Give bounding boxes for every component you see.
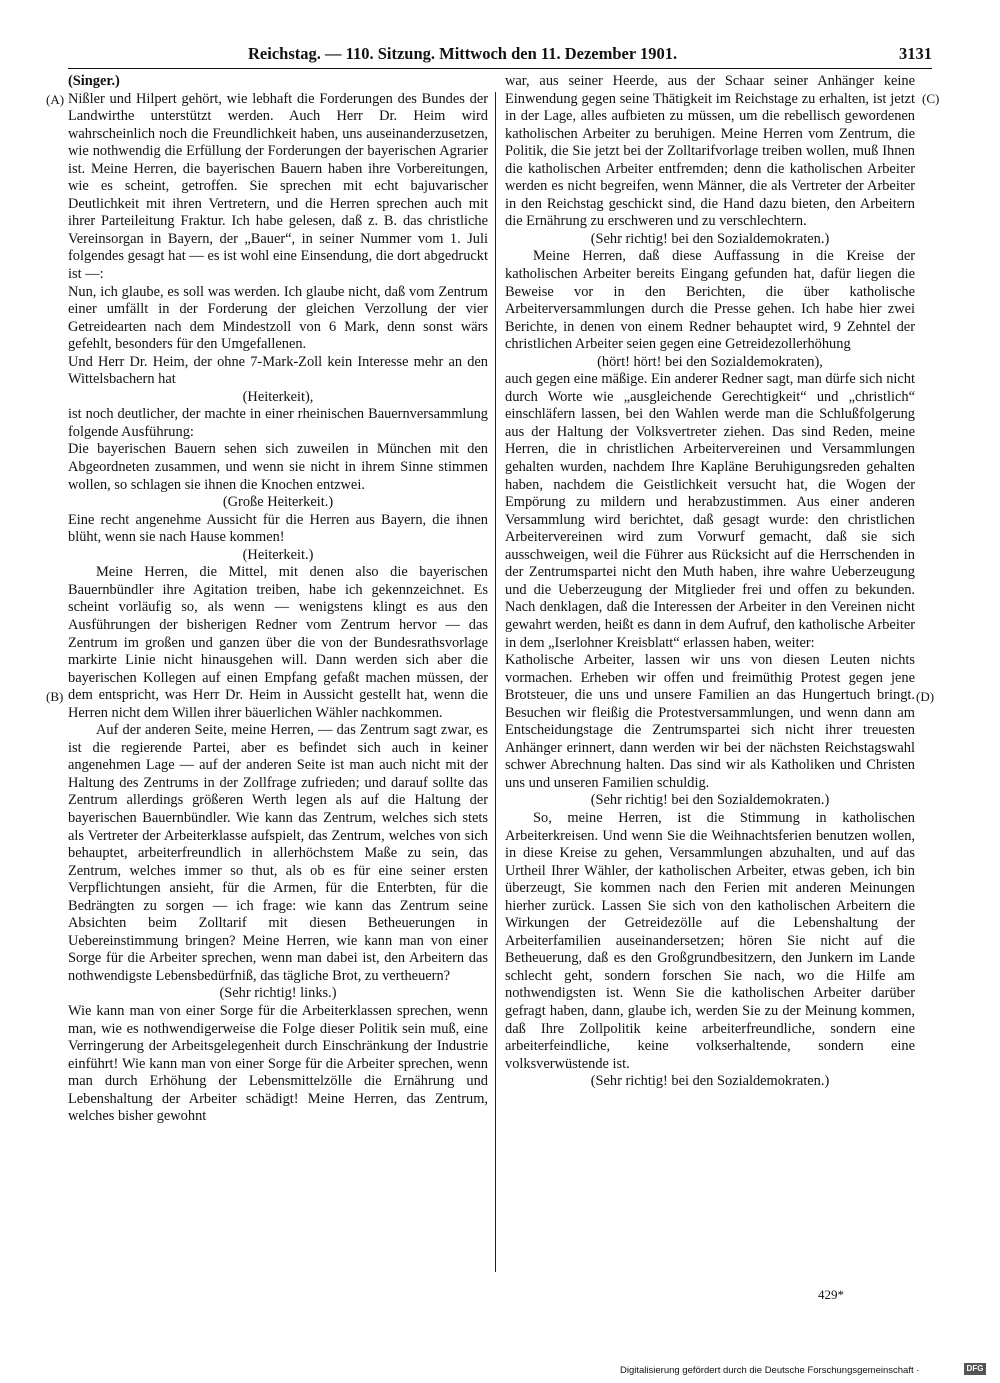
right-column	[505, 73, 915, 1091]
dfg-logo: DFG	[964, 1363, 986, 1375]
sheet-signature: 429*	[818, 1287, 844, 1302]
paragraph: Nißler und Hilpert gehört, wie lebhaft die Forderungen des Bundes der Landwirthe unterstützt werden. Auch Herr Dr. Heim wird wahrscheinlich noch die Freundlichkeit haben, uns auseinanderzusetzen, wie nothwendig die Erfüllung der Forderungen der bayerischen Agrarier ist. Meine Herren, die bayerischen Bauern haben ihre Vorbereitungen, wie es scheint, getroffen. Sie sprechen mit echt bajuvarischer Deutlichkeit mit ihren Vertretern, und die Herren sprechen auch mit ihrer Parteileitung Fraktur. Ich habe gelesen, daß z. B. das christliche Vereinsorgan in Bayern, der „Bauer“, in seiner Nummer vom 1. Juli folgendes gesagt hat — es ist wohl eine Einsendung, die dort abgedruckt ist —:	[68, 90, 488, 283]
column-divider	[495, 92, 496, 1272]
interjection: (Sehr richtig! bei den Sozialdemokraten.)	[590, 1073, 830, 1090]
interjection: (Heiterkeit),	[242, 388, 314, 405]
paragraph: Auf der anderen Seite, meine Herren, — das Zentrum sagt zwar, es ist die regierende Partei, aber es befindet sich auch in keiner angenehmen Lage — auf der anderen Seite ist man auch nicht mit der Haltung des Zentrums in der Zollfrage zufrieden; und darauf sollte das Zentrum allerdings größeren Werth legen als auf die Haltung der bayerischen Bauernbündler. Wie kann das Zentrum, welches sich stets als Vertreter der Arbeiterklasse aufspielt, das Zentrum, welches von sich behauptet, arbeiterfreundlich in allerhöchstem Maße zu sein, das Zentrum, welches immer so thut, als ob es für eine seiner ersten Verpflichtungen ansieht, für die Armen, für die Enterbten, für die Bedrängten zu sorgen — ich frage: wie kann das Zentrum seine Absichten beim Zolltarif mit diesen Betheuerungen in Uebereinstimmung bringen? Meine Herren, wie kann man von einer Sorge für die Arbeiter sprechen, wenn man dabei ist, den Arbeitern das nothwendigste Lebensbedürfniß, das tägliche Brot, zu vertheuern?	[68, 722, 488, 984]
paragraph: war, aus seiner Heerde, aus der Schaar seiner Anhänger keine Einwendung gegen seine Thätigkeit im Reichstage zu erhalten, ist jetzt in der Lage, alles aufbieten zu müssen, um die rebellisch gewordenen katholischen Arbeiter zu beruhigen. Meine Herren vom Zentrum, die Politik, die Sie jetzt bei der Zolltarifvorlage treiben wollen, muß Ihnen die katholischen Arbeiter entfremden; denn die katholischen Arbeiter werden es nicht begreifen, wenn Männer, die als Vertreter der Arbeiter in den Reichstag geschickt sind, die Hand dazu bieten, den Arbeitern die Ernährung zu erschweren und zu verschlechtern.	[505, 73, 915, 230]
interjection: (Große Heiterkeit.)	[222, 494, 334, 511]
block-quote: Katholische Arbeiter, lassen wir uns von diesen Leuten nichts vormachen. Erheben wir offen und freimüthig Protest gegen jene Brotsteuer, die uns und unsere Familien an das Hungertuch bringt. Besuchen wir fleißig die Protestversammlungen, und wenn dann am Entscheidungstage die Zentrumspartei sich nicht ihrer treuesten Anhänger erinnert, dann werden wir bei der nächsten Reichstagswahl schwer Abrechnung halten. Das sind wir als Katholiken und Christen uns und unseren Familien schuldig.	[505, 652, 915, 791]
digitization-credit: Digitalisierung gefördert durch die Deutsche Forschungsgemeinschaft ·	[620, 1365, 920, 1376]
header-rule	[68, 68, 932, 69]
page-header	[68, 44, 932, 68]
running-title: Reichstag. — 110. Sitzung. Mittwoch den 11. Dezember 1901.	[248, 44, 678, 63]
paragraph: Wie kann man von einer Sorge für die Arbeiterklassen sprechen, wenn man, wie es nothwendigerweise die Folge dieser Politik sein muß, eine Verringerung der Arbeitsgelegenheit durch Einschränkung der Industrie einführt! Wie kann man von einer Sorge für die Arbeiter sprechen, wenn man durch Erhöhung der Lebensmittelzölle die Ernährung und Lebenshaltung der Arbeiter schädigt! Meine Herren, das Zentrum, welches bisher gewohnt	[68, 1002, 488, 1125]
margin-mark-b: (B)	[46, 689, 64, 704]
speaker-name: (Singer.)	[68, 73, 120, 89]
margin-mark-c: (C)	[922, 91, 940, 106]
paragraph: Meine Herren, daß diese Auffassung in die Kreise der katholischen Arbeiter bereits Eingang gefunden hat, dafür liegen die Beweise vor in den Berichten, die über katholische Arbeiterversammlungen durch die Presse gehen. Ich habe hier zwei Berichte, in denen von einem Redner behauptet wird, 9 Zehntel der christlichen Arbeiter seien gegen eine Getreidezollerhöhung	[505, 248, 915, 353]
paragraph: ist noch deutlicher, der machte in einer rheinischen Bauernversammlung folgende Ausführung:	[68, 406, 488, 440]
margin-mark-a: (A)	[46, 92, 65, 107]
page-number: 3131	[899, 44, 932, 63]
interjection: (Heiterkeit.)	[242, 546, 314, 563]
left-column	[68, 73, 488, 1126]
paragraph: auch gegen eine mäßige. Ein anderer Redner sagt, man dürfe sich nicht durch Worte wie „ausgleichende Gerechtigkeit“ und „christlich“ einschläfern lassen, bei den Wahlen werde man die Schlußfolgerung aus der Haltung der Volksvertreter ziehen. Das sind Reden, meine Herren, die in christlichen Arbeitervereinen und Versammlungen gehalten wurden, nachdem Ihre Kapläne Beruhigungsreden gehalten haben, nachdem die Geistlichkeit versucht hat, die Wogen der Empörung zu mildern und herabzustimmen. Aus einer anderen Versammlung wird berichtet, daß gesagt wurde: den christlichen Arbeitervereinen wird zum Vorwurf gemacht, daß sie sich ausschweigen, weil die Führer aus Rücksicht auf die Herrschenden in der Zentrumspartei nicht den Muth haben, ihre wahre Ueberzeugung und die Ueberzeugung der Mitglieder frei und offen zu bekunden. Nach denklagen, daß die Interessen der Arbeiter in den Vereinen nicht gewahrt werden, heißt es dann in dem Aufruf, den katholische Arbeiter in dem „Iserlohner Kreisblatt“ erlassen haben, weiter:	[505, 371, 915, 651]
paragraph: Meine Herren, die Mittel, mit denen also die bayerischen Bauernbündler ihre Agitation treiben, habe ich gekennzeichnet. Es scheint vorläufig so, als wenn — wenigstens klingt es aus den Ausführungen der bisherigen Redner vom Zentrum hervor — das Zentrum im großen und ganzen über die von der Bundesrathsvorlage markirte Linie nicht hinausgehen will. Dann werden sich aber die bayerischen Kollegen auf einen Empfang gefaßt machen müssen, der dem entspricht, was Herr Dr. Heim in Aussicht gestellt hat, wenn die Herren nicht dem Willen ihrer bäuerlichen Wähler nachkommen.	[68, 564, 488, 721]
paragraph: Und Herr Dr. Heim, der ohne 7-Mark-Zoll kein Interesse mehr an den Wittelsbachern hat	[68, 353, 488, 388]
interjection: (Sehr richtig! bei den Sozialdemokraten.)	[590, 230, 830, 247]
block-quote: Nun, ich glaube, es soll was werden. Ich glaube nicht, daß vom Zentrum einer umfällt in der Forderung der gleichen Verzollung der vier Getreidearten nach dem Mindestzoll von 6 Mark, denn sonst wärs gefehlt, besonders für den Umgefallenen.	[68, 283, 488, 353]
interjection: (Sehr richtig! bei den Sozialdemokraten.)	[590, 792, 830, 809]
interjection: (hört! hört! bei den Sozialdemokraten),	[597, 353, 823, 370]
interjection: (Sehr richtig! links.)	[219, 985, 337, 1002]
block-quote: Die bayerischen Bauern sehen sich zuweilen in München mit den Abgeordneten zusammen, und wenn sie nicht in ihrem Sinne stimmen wollen, so schlagen sie ihnen die Knochen entzwei.	[68, 441, 488, 493]
paragraph: Eine recht angenehme Aussicht für die Herren aus Bayern, die ihnen blüht, wenn sie nach Hause kommen!	[68, 511, 488, 546]
margin-mark-d: (D)	[916, 689, 935, 704]
paragraph: So, meine Herren, ist die Stimmung in katholischen Arbeiterkreisen. Und wenn Sie die Weihnachtsferien benutzen wollen, in diese Kreise zu gehen, Versammlungen abzuhalten, und auf das Urtheil Ihrer Wähler, der katholischen Arbeiter, etwas geben, ich bin überzeugt, Sie kommen nach den Ferien mit anderen Meinungen hierher zurück. Lassen Sie sich von den katholischen Arbeitern die Wirkungen der Getreidezölle auf die Lebenshaltung der Arbeiterfamilien auseinandersetzen; hören Sie nicht auf die Betheuerung, daß es den Großgrundbesitzern, den Junkern im Lande schlecht geht, sondern forschen Sie nach, wo die Hilfe am nothwendigsten ist. Wenn Sie die katholischen Arbeiter darüber gefragt haben, dann, glaube ich, werden Sie zu der Meinung kommen, daß Ihre Zollpolitik keine arbeiterfreundliche, sondern eine arbeiterfeindliche, keine volkserhaltende, sondern eine volksverwüstende ist.	[505, 809, 915, 1072]
